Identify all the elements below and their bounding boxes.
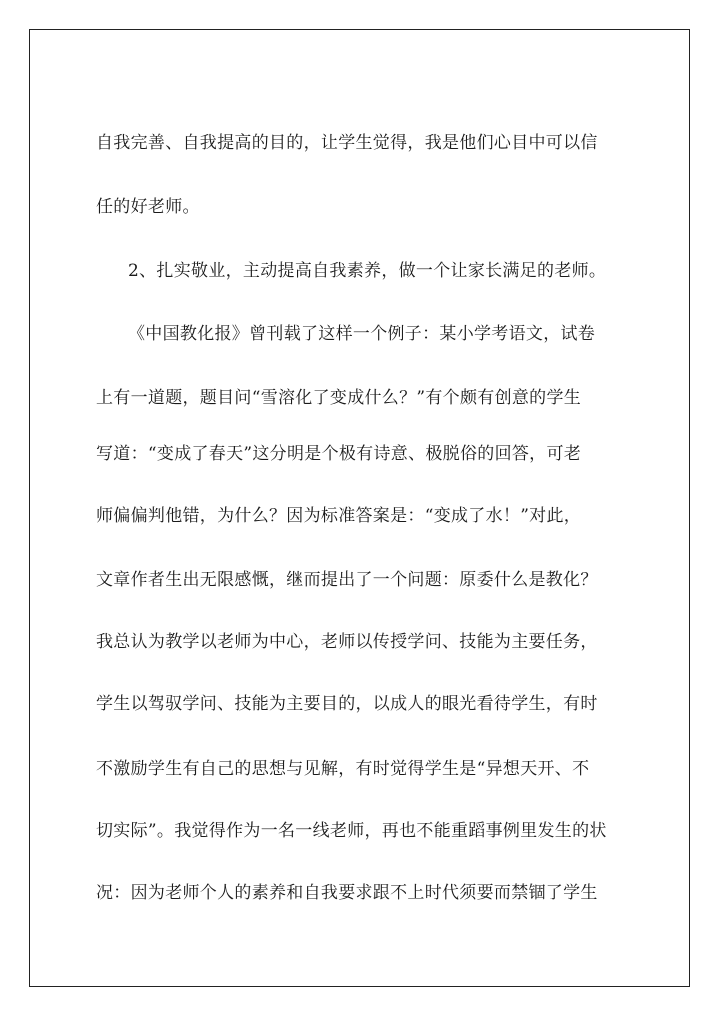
text-line-11: 不激励学生有自己的思想与见解，有时觉得学生是“异想天开、不 [96,759,590,779]
text-line-13: 况：因为老师个人的素养和自我要求跟不上时代须要而禁锢了学生 [96,883,598,903]
text-line-1: 自我完善、自我提高的目的，让学生觉得，我是他们心目中可以信 [96,133,598,153]
text-line-2: 任的好老师。 [96,197,200,217]
text-line-8: 文章作者生出无限感慨，继而提出了一个问题：原委什么是教化？ [96,570,598,590]
text-line-3-heading: 2、扎实敬业，主动提高自我素养，做一个让家长满足的老师。 [128,261,607,281]
text-line-9: 我总认为教学以老师为中心，老师以传授学问、技能为主要任务， [96,632,598,652]
text-line-5: 上有一道题，题目问“雪溶化了变成什么？”有个颇有创意的学生 [96,388,582,408]
text-line-10: 学生以驾驭学问、技能为主要目的，以成人的眼光看待学生，有时 [96,694,598,714]
text-line-6: 写道：“变成了春天”这分明是个极有诗意、极脱俗的回答，可老 [96,444,582,464]
text-line-12: 切实际”。我觉得作为一名一线老师，再也不能重蹈事例里发生的状 [96,821,607,841]
text-line-7: 师偏偏判他错，为什么？因为标准答案是：“变成了水！”对此， [96,506,582,526]
text-line-4: 《中国教化报》曾刊载了这样一个例子：某小学考语文，试卷 [128,324,596,344]
